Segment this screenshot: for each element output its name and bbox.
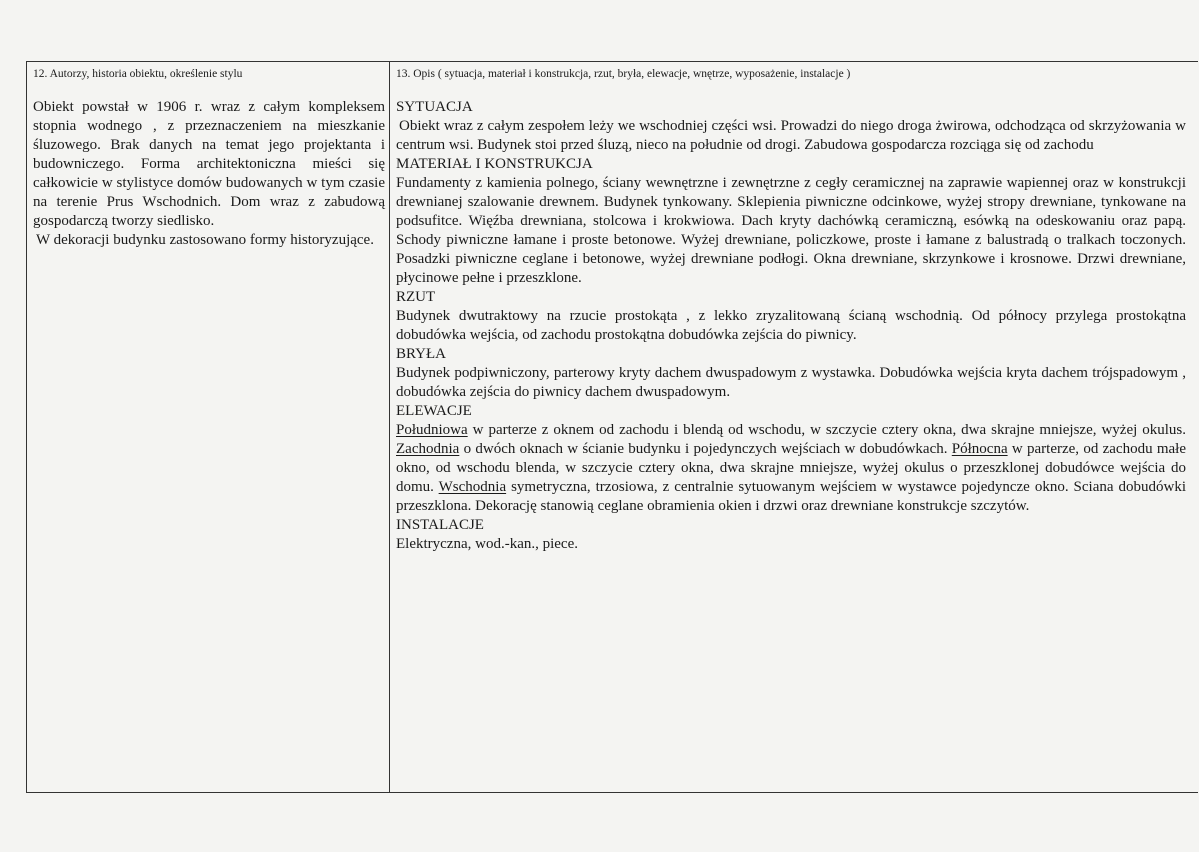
decoration-paragraph: W dekoracji budynku zastosowano formy historyzujące. xyxy=(36,232,374,248)
zachodnia-text: o dwóch oknach w ścianie budynku i pojedynczych wejściach w dobudówkach. xyxy=(459,441,952,457)
section-13-column xyxy=(396,65,1186,554)
material-text: Fundamenty z kamienia polnego, ściany wewnętrzne i zewnętrzne z cegły ceramicznej na zaprawie wapiennej oraz w konstrukcji drewnianej szalowanie drewnem. Budynek tynkowany. Sklepienia piwniczne odcinkowe, wyżej stropy drewniane, tynkowane na podsufitce. Więźba drewniana, stolcowa i krokwiowa. Dach kryty dachówką ceramiczną, esówką na odeskowaniu oraz papą. Schody piwniczne łamane i proste betonowe. Wyżej drewniane, policzkowe, proste i łamane z balustradą o tralkach toczonych. Posadzki piwniczne ceglane i betonowe, wyżej drewniane podłogi. Okna drewniane, skrzynkowe i krosnowe. Drzwi drewniane, płycinowe pełne i przeszklone. xyxy=(396,175,1186,286)
history-paragraph: Obiekt powstał w 1906 r. wraz z całym kompleksem stopnia wodnego , z przeznaczeniem na mieszkanie śluzowego. Brak danych na temat jego projektanta i budowniczego. Forma architektoniczna mieści się całkowicie w stylistyce domów budowanych w tym czasie na terenie Prus Wschodnich. Dom wraz z zabudową gospodarczą tworzy siedlisko. xyxy=(33,99,385,229)
bryla-text: Budynek podpiwniczony, parterowy kryty dachem dwuspadowym z wystawka. Dobudówka wejścia kryta dachem trójspadowym , dobudówka zejścia do piwnicy dachem dwuspadowym. xyxy=(396,365,1186,400)
section-13-header: 13. Opis ( sytuacja, materiał i konstrukcja, rzut, bryła, elewacje, wnętrze, wyposażenie, instalacje ) xyxy=(396,68,851,80)
wschodnia-text: symetryczna, trzosiowa, z centralnie sytuowanym wejściem w wystawce pojedyncze okno. Sciana dobudówki przeszklona. Dekorację stanowią ceglane obramienia okien i drzwi oraz drewniane konstrukcje szczytów. xyxy=(396,479,1186,514)
poludniowa-text: w parterze z oknem od zachodu i blendą od wschodu, w szczycie cztery okna, dwa skrajne mniejsze, wyżej okulus. xyxy=(467,422,1186,438)
instalacje-title: INSTALACJE xyxy=(396,517,484,533)
wschodnia-label: Wschodnia xyxy=(438,479,507,495)
sytuacja-text: Obiekt wraz z całym zespołem leży we wschodniej części wsi. Prowadzi do niego droga żwirowa, odchodząca od skrzyżowania w centrum wsi. Budynek stoi przed śluzą, nieco na południe od drogi. Zabudowa gospodarcza rozciąga się od zachodu xyxy=(396,118,1186,153)
polnocna-text: w parterze, od zachodu małe okno, od wschodu blenda, w szczycie cztery okna, dwa skrajne mniejsze, wyżej okulus o przeszklonej dobudówce wejścia do domu. xyxy=(396,441,1186,495)
section-12-column xyxy=(33,65,385,250)
bryla-title: BRYŁA xyxy=(396,346,447,362)
zachodnia-label: Zachodnia xyxy=(396,441,460,457)
column-divider xyxy=(389,61,390,793)
sytuacja-title: SYTUACJA xyxy=(396,99,473,115)
poludniowa-label: Południowa xyxy=(396,422,468,438)
table-bottom-border xyxy=(26,792,1198,793)
rzut-text: Budynek dwutraktowy na rzucie prostokąta , z lekko zryzalitowaną ścianą wschodnią. Od północy przylega prostokątna dobudówka wejścia, od zachodu prostokątna dobudówka zejścia do piwnicy. xyxy=(396,308,1186,343)
instalacje-text: Elektryczna, wod.-kan., piece. xyxy=(396,536,578,552)
polnocna-label: Północna xyxy=(951,441,1008,457)
elewacje-title: ELEWACJE xyxy=(396,403,472,419)
rzut-title: RZUT xyxy=(396,289,436,305)
section-12-header: 12. Autorzy, historia obiektu, określenie stylu xyxy=(33,68,243,80)
elewacje-text xyxy=(396,421,1186,516)
material-title: MATERIAŁ I KONSTRUKCJA xyxy=(396,156,593,172)
